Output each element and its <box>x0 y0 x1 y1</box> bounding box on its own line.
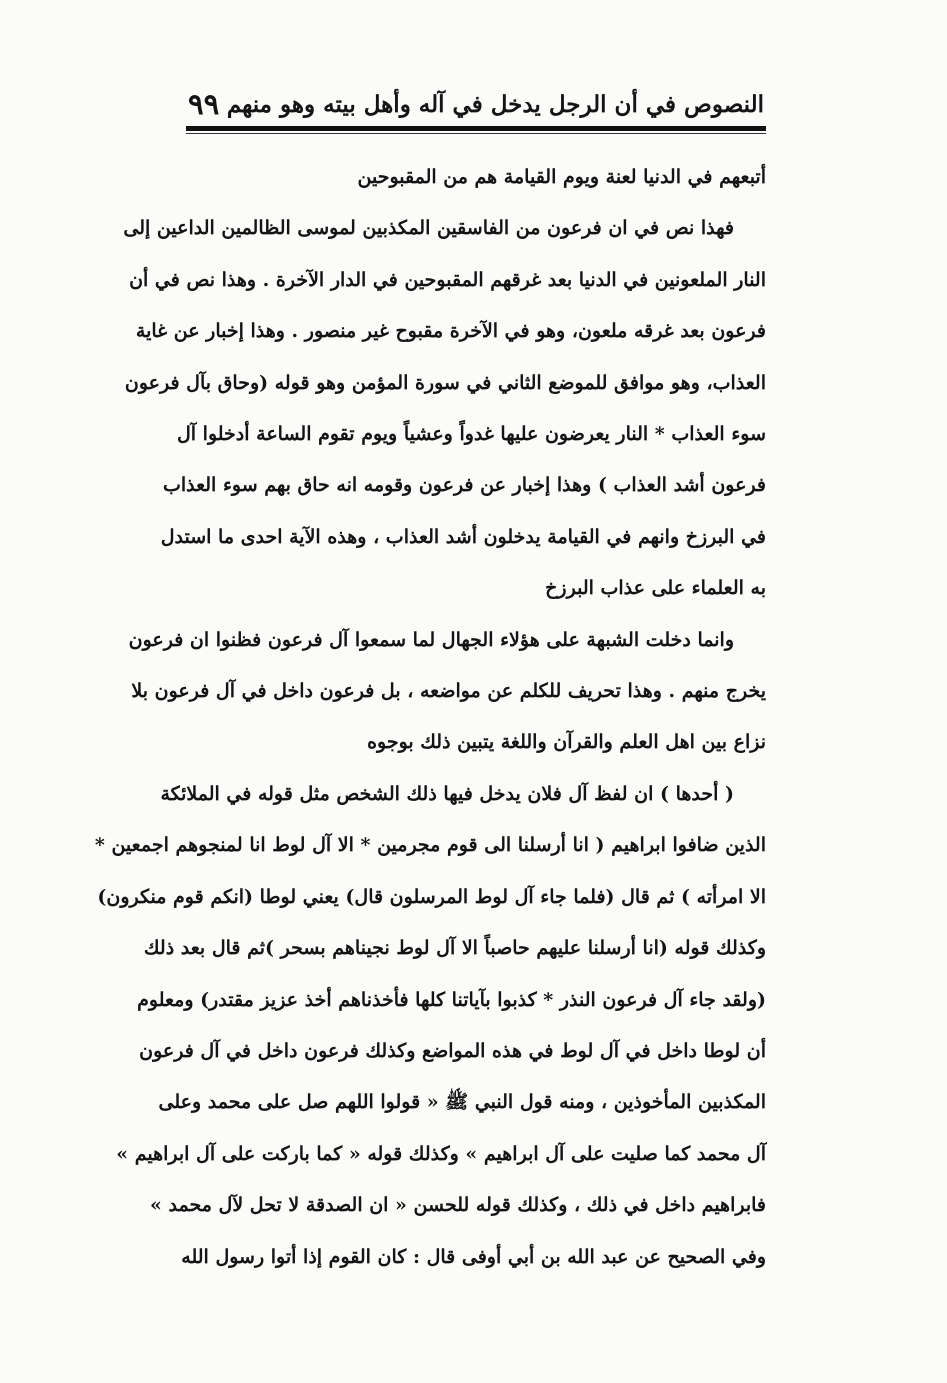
text-line: في البرزخ وانهم في القيامة يدخلون أشد العذاب ، وهذه الآية احدى ما استدل <box>160 525 766 548</box>
text-line: آل محمد كما صليت على آل ابراهيم » وكذلك قوله « كما باركت على آل ابراهيم » <box>116 1142 766 1165</box>
text-line: وكذلك قوله (انا أرسلنا عليهم حاصباً الا آل لوط نجيناهم بسحر )ثم قال بعد ذلك <box>143 937 766 960</box>
text-line: نزاع بين اهل العلم والقرآن واللغة يتبين ذلك بوجوه <box>367 731 766 754</box>
running-header <box>188 84 764 124</box>
page-number: ٩٩ <box>188 87 220 121</box>
text-line: العذاب، وهو موافق للموضع الثاني في سورة المؤمن وهو قوله (وحاق بآل فرعون <box>124 371 766 394</box>
text-line: أن لوطا داخل في آل لوط في هذه المواضع وكذلك فرعون داخل في آل فرعون <box>139 1039 766 1062</box>
text-line: فهذا نص في ان فرعون من الفاسقين المكذبين لموسى الظالمين الداعين إلى <box>123 217 734 240</box>
text-line: (ولقد جاء آل فرعون النذر * كذبوا بآياتنا كلها فأخذناهم أخذ عزيز مقتدر) ومعلوم <box>137 988 766 1011</box>
body-text <box>94 152 766 1283</box>
text-line: ( أحدها ) ان لفظ آل فلان يدخل فيها ذلك الشخص مثل قوله في الملائكة <box>160 782 734 805</box>
text-line: أتبعهم في الدنيا لعنة ويوم القيامة هم من المقبوحين <box>357 166 766 188</box>
text-line: به العلماء على عذاب البرزخ <box>545 577 766 600</box>
text-line: النار الملعونين في الدنيا بعد غرقهم المقبوحين في الدار الآخرة . وهذا نص في أن <box>129 268 766 291</box>
text-line: وفي الصحيح عن عبد الله بن أبي أوفى قال : كان القوم إذا أتوا رسول الله <box>181 1245 766 1268</box>
running-header-title: النصوص في أن الرجل يدخل في آله وأهل بيته وهو منهم <box>226 90 764 118</box>
text-line: فرعون أشد العذاب ) وهذا إخبار عن فرعون وقومه انه حاق بهم سوء العذاب <box>162 474 766 497</box>
text-line: فرعون بعد غرقه ملعون، وهو في الآخرة مقبوح غير منصور . وهذا إخبار عن غاية <box>135 320 766 343</box>
header-rule-thin <box>186 133 766 134</box>
text-line: فابراهيم داخل في ذلك ، وكذلك قوله للحسن « ان الصدقة لا تحل لآل محمد » <box>150 1194 766 1217</box>
text-line: المكذبين المأخوذين ، ومنه قول النبي ﷺ « قولوا اللهم صل على محمد وعلى <box>158 1091 766 1114</box>
text-line: وانما دخلت الشبهة على هؤلاء الجهال لما سمعوا آل فرعون فظنوا ان فرعون <box>128 628 734 651</box>
text-line: الذين ضافوا ابراهيم ( انا أرسلنا الى قوم مجرمين * الا آل لوط انا لمنجوهم اجمعين * <box>94 834 766 857</box>
header-rule <box>186 126 766 131</box>
text-line: الا امرأته ) ثم قال (فلما جاء آل لوط المرسلون قال) يعني لوطا (انكم قوم منكرون) <box>97 885 766 908</box>
text-line: سوء العذاب * النار يعرضون عليها غدواً وعشياً ويوم تقوم الساعة أدخلوا آل <box>176 423 766 446</box>
text-line: يخرج منهم . وهذا تحريف للكلم عن مواضعه ، بل فرعون داخل في آل فرعون بلا <box>131 680 766 703</box>
